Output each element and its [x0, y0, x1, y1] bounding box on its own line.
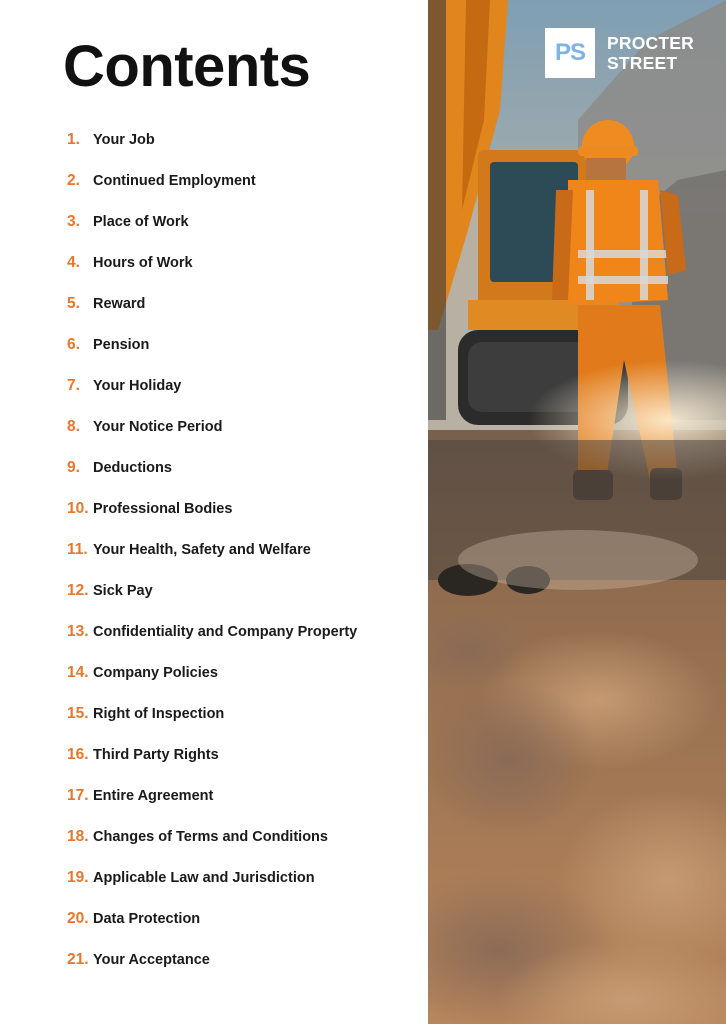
toc-item[interactable] [67, 816, 357, 857]
toc-label: Applicable Law and Jurisdiction [93, 869, 315, 886]
toc-label: Continued Employment [93, 172, 256, 189]
toc-item[interactable] [67, 570, 357, 611]
photo-illustration [428, 0, 726, 1024]
toc-item[interactable] [67, 160, 357, 201]
toc-item[interactable] [67, 775, 357, 816]
page-title: Contents [63, 34, 311, 99]
toc-number: 12. [67, 581, 89, 599]
toc-item[interactable] [67, 119, 357, 160]
toc-item[interactable] [67, 488, 357, 529]
toc-item[interactable] [67, 324, 357, 365]
toc-label: Right of Inspection [93, 705, 225, 722]
toc-number: 21. [67, 950, 89, 968]
toc-number: 19. [67, 868, 89, 886]
toc-label: Place of Work [93, 213, 189, 230]
construction-site-photo [428, 0, 726, 1024]
toc-item[interactable] [67, 447, 357, 488]
toc-item[interactable] [67, 283, 357, 324]
toc-label: Your Job [93, 131, 155, 148]
toc-item[interactable] [67, 652, 357, 693]
toc-label: Changes of Terms and Conditions [93, 828, 328, 845]
toc-number: 8. [67, 417, 80, 435]
toc-label: Entire Agreement [93, 787, 214, 804]
toc-number: 3. [67, 212, 80, 230]
toc-number: 15. [67, 704, 89, 722]
toc-item[interactable] [67, 529, 357, 570]
logo-mark: PS [545, 28, 595, 78]
toc-number: 20. [67, 909, 89, 927]
toc-label: Pension [93, 336, 150, 353]
logo-line-1: PROCTER [607, 33, 694, 53]
toc-label: Your Holiday [93, 377, 182, 394]
toc-number: 13. [67, 622, 89, 640]
toc-item[interactable] [67, 611, 357, 652]
toc-number: 7. [67, 376, 80, 394]
toc-item[interactable] [67, 857, 357, 898]
toc-label: Third Party Rights [93, 746, 219, 763]
toc-label: Sick Pay [93, 582, 153, 599]
toc-label: Professional Bodies [93, 500, 233, 517]
toc-number: 2. [67, 171, 80, 189]
toc-number: 18. [67, 827, 89, 845]
toc-item[interactable] [67, 898, 357, 939]
toc-item[interactable] [67, 939, 357, 980]
toc-label: Your Acceptance [93, 951, 210, 968]
toc-number: 11. [67, 540, 88, 558]
toc-item[interactable] [67, 242, 357, 283]
toc-item[interactable] [67, 365, 357, 406]
toc-item[interactable] [67, 201, 357, 242]
table-of-contents [67, 119, 357, 980]
toc-item[interactable] [67, 406, 357, 447]
toc-number: 14. [67, 663, 89, 681]
toc-label: Your Health, Safety and Welfare [93, 541, 311, 558]
procter-street-logo [545, 28, 694, 78]
toc-label: Hours of Work [93, 254, 193, 271]
toc-label: Confidentiality and Company Property [93, 623, 358, 640]
toc-number: 4. [67, 253, 80, 271]
toc-label: Company Policies [93, 664, 218, 681]
logo-line-2: STREET [607, 53, 678, 73]
logo-wordmark [607, 33, 694, 73]
toc-label: Data Protection [93, 910, 201, 927]
toc-number: 17. [67, 786, 89, 804]
toc-item[interactable] [67, 734, 357, 775]
toc-number: 1. [67, 130, 80, 148]
toc-label: Your Notice Period [93, 418, 223, 435]
toc-number: 9. [67, 458, 80, 476]
toc-number: 10. [67, 499, 89, 517]
toc-label: Deductions [93, 459, 172, 476]
toc-number: 16. [67, 745, 89, 763]
toc-item[interactable] [67, 693, 357, 734]
toc-number: 5. [67, 294, 80, 312]
toc-number: 6. [67, 335, 80, 353]
toc-label: Reward [93, 295, 146, 312]
